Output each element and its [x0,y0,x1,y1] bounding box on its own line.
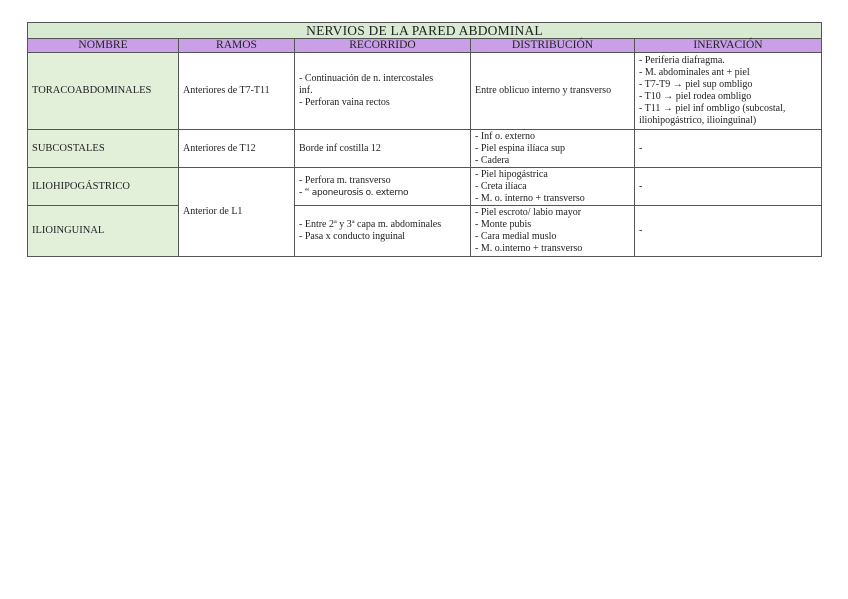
text-line: - Monte pubis [475,219,532,230]
text-line [299,187,466,199]
nombre-cell: ILIOHIPOGÁSTRICO [28,168,179,206]
header-ramos: RAMOS [179,39,295,53]
table-row [28,53,822,130]
header-recorrido: RECORRIDO [295,39,471,53]
text-line: - Inf o. externo [475,130,535,142]
text-line: - Creta ilíaca [475,180,527,192]
table-title: NERVIOS DE LA PARED ABDOMINAL [28,23,822,39]
text-line: - M. abdominales ant + piel [639,67,750,78]
text-line: - Piel hipogástrica [475,168,548,180]
table-row [28,168,822,206]
distribucion-cell [471,130,635,168]
table-row [28,206,822,257]
text-line: Borde inf costilla 12 [299,142,381,154]
text-line: - [639,225,643,236]
text-line: - Piel espina ilíaca sup [475,142,565,154]
text-line: - Continuación de n. intercostales [299,73,434,84]
text-line: - Perfora m. transverso [299,174,391,186]
text-line: inf. [299,85,313,96]
distribucion-cell [471,53,635,130]
table-row [28,130,822,168]
text-line: Entre oblicuo interno y transverso [475,85,612,96]
text-line: - T7-T9 → piel sup ombligo [639,79,753,90]
text-line: - M. o. interno + transverso [475,192,585,204]
ramos-cell: Anteriores de T7-T11 [179,53,295,130]
text-line: - Periferia diafragma. [639,55,725,66]
ramos-cell: Anteriores de T12 [179,130,295,168]
nombre-cell: SUBCOSTALES [28,130,179,168]
ramos-cell: Anterior de L1 [179,168,295,257]
recorrido-cell [295,53,471,130]
text-line: - Pasa x conducto inguinal [299,231,406,242]
distribucion-cell [471,168,635,206]
text-line: - [639,142,643,154]
text-line: - M. o.interno + transverso [475,243,583,254]
text-line: - T11 → piel inf ombligo (subcostal, [639,103,786,114]
nerves-table [27,22,822,257]
text-line: - Entre 2ª y 3ª capa m. abdominales [299,219,442,230]
distribucion-cell [471,206,635,257]
text-line: - Perforan vaina rectos [299,97,390,108]
recorrido-cell [295,130,471,168]
text-fragment: aponeurosis o. externo [311,187,409,198]
nombre-cell: TORACOABDOMINALES [28,53,179,130]
inervacion-cell [635,53,822,130]
recorrido-cell [295,206,471,257]
nombre-cell: ILIOINGUINAL [28,206,179,257]
text-line: - [639,180,643,192]
text-line: - Cadera [475,154,510,166]
header-distribucion: DISTRIBUCIÓN [471,39,635,53]
header-inervacion: INERVACIÓN [635,39,822,53]
text-line: - T10 → piel rodea ombligo [639,91,752,102]
header-nombre: NOMBRE [28,39,179,53]
ditto-mark: - “ [299,186,312,198]
text-line: - Cara medial muslo [475,231,557,242]
inervacion-cell [635,130,822,168]
text-line: iliohipogástrico, ilioinguinal) [639,115,757,126]
text-line: - Piel escroto/ labio mayor [475,207,582,218]
recorrido-cell [295,168,471,206]
inervacion-cell [635,206,822,257]
inervacion-cell [635,168,822,206]
